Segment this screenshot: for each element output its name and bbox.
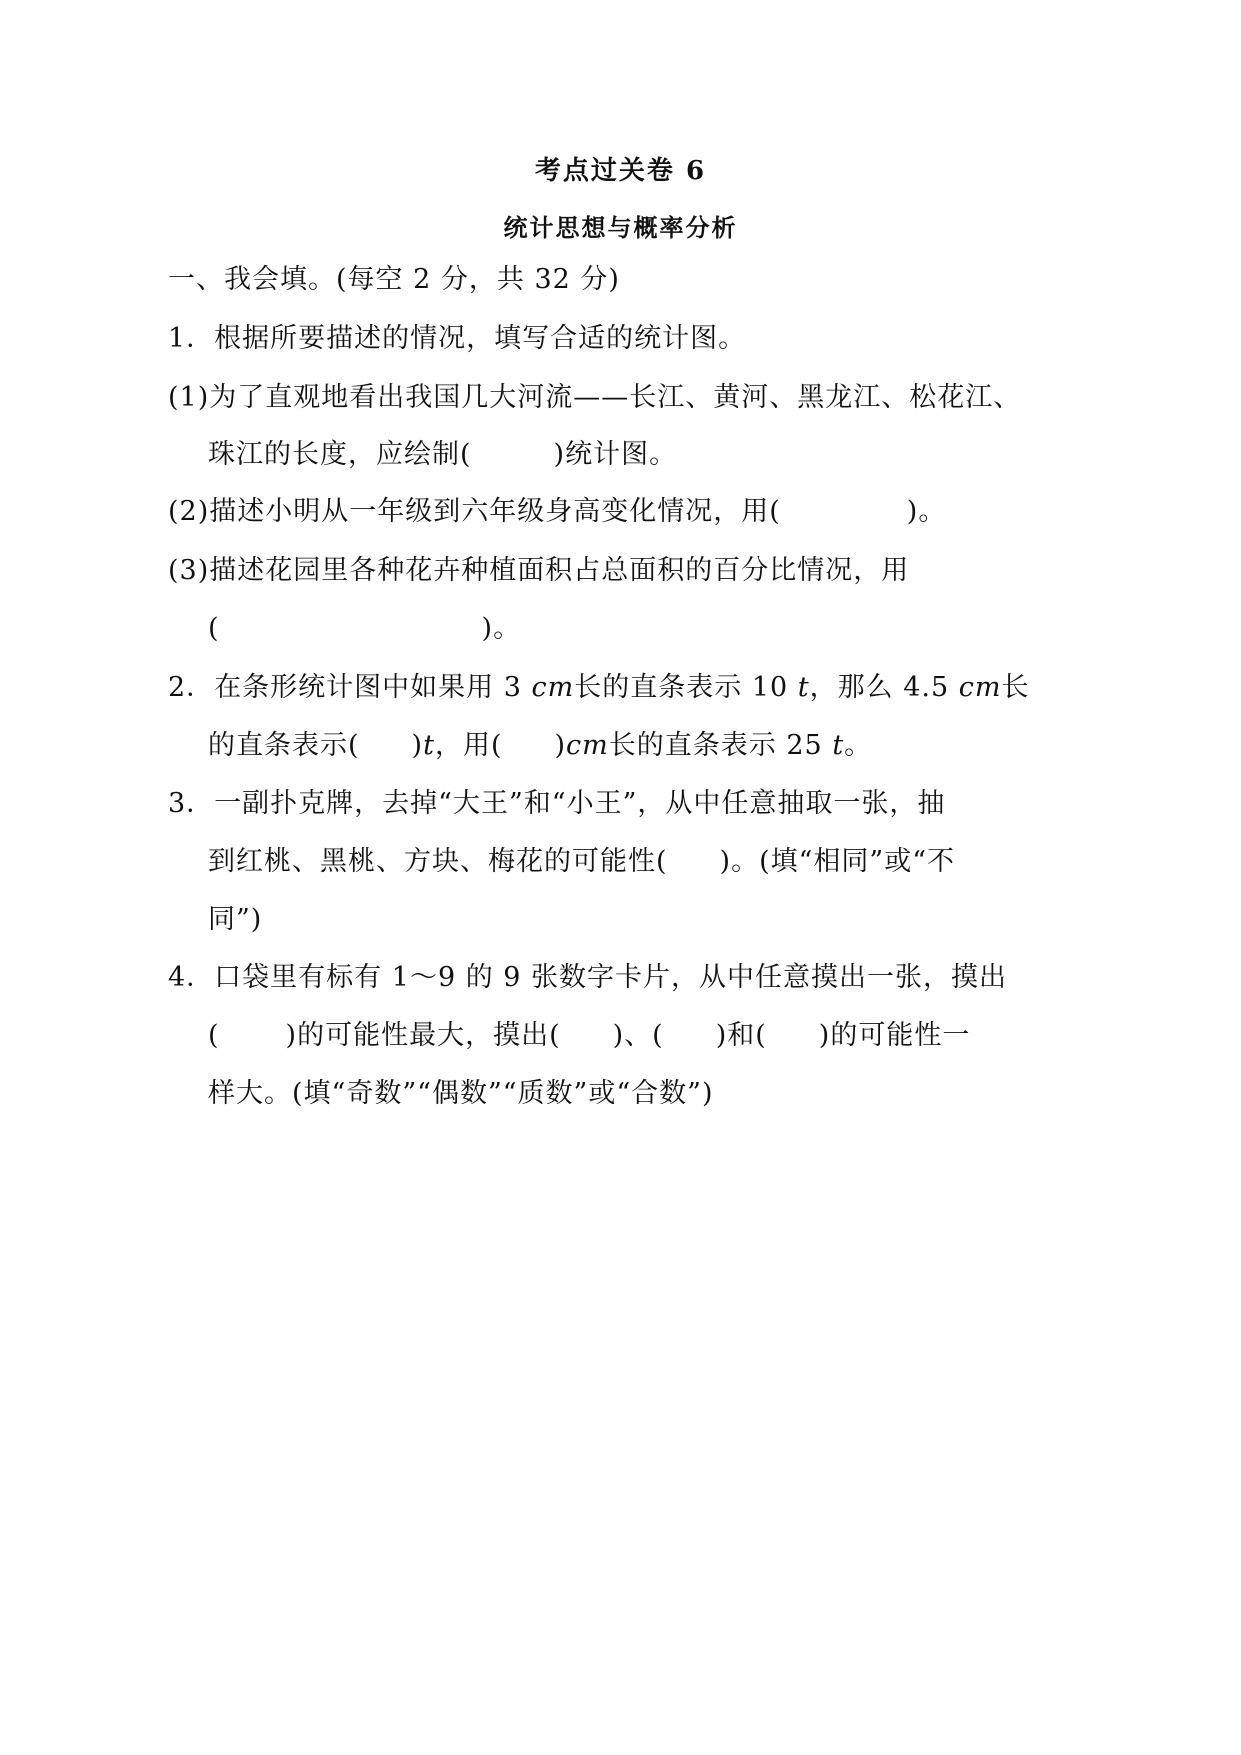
unit-t: t (832, 730, 845, 761)
question-3-line-3: 同”) (208, 904, 263, 935)
text-segment: )的可能性最大，摸出( (285, 1020, 561, 1051)
text-segment: 珠江的长度，应绘制( (208, 439, 472, 470)
text-segment: 长的直条表示 25 (608, 730, 833, 761)
question-1-part-1-line-1: (1)为了直观地看出我国几大河流——长江、黄河、黑龙江、松花江、 (168, 382, 1022, 413)
text-segment: )、( (612, 1020, 664, 1051)
question-3-line-1: 3．一副扑克牌，去掉“大王”和“小王”，从中任意抽取一张，抽 (168, 788, 946, 819)
unit-t: t (423, 730, 435, 761)
text-segment: 到红桃、黑桃、方块、梅花的可能性( (208, 846, 668, 877)
question-1-part-3-line-2 (208, 611, 521, 647)
text-segment: 长的直条表示 10 (574, 672, 798, 703)
text-segment: 的直条表示( (208, 730, 360, 761)
text-segment: )。(填“相同”或“不 (719, 846, 956, 877)
question-4-line-3: 样大。(填“奇数”“偶数”“质数”或“合数”) (208, 1078, 714, 1109)
question-1-part-1-line-2 (208, 437, 677, 473)
section-heading: 一、我会填。(每空 2 分，共 32 分) (168, 264, 620, 295)
text-segment: ) (554, 730, 567, 761)
text-segment: )统计图。 (553, 439, 678, 470)
question-1-stem: 1．根据所要描述的情况，填写合适的统计图。 (168, 323, 747, 354)
page-title: 考点过关卷 6 (534, 156, 707, 186)
question-3-line-2 (208, 844, 955, 880)
text-segment: ( (208, 613, 220, 644)
text-segment: ，用( (434, 730, 503, 761)
text-segment: ，那么 4.5 (809, 672, 959, 703)
unit-cm: cm (958, 672, 1002, 703)
text-segment: ) (411, 730, 424, 761)
text-segment: )。 (906, 496, 947, 527)
text-segment: 。 (844, 730, 873, 761)
question-1-part-3-line-1: (3)描述花园里各种花卉种植面积占总面积的百分比情况，用 (168, 555, 910, 586)
unit-cm: cm (531, 672, 575, 703)
question-1-part-2 (168, 494, 946, 530)
question-2-line-1 (168, 670, 1030, 706)
text-segment: )。 (481, 613, 522, 644)
text-segment: 长 (1001, 672, 1030, 703)
text-segment: (2)描述小明从一年级到六年级身高变化情况，用( (168, 496, 781, 527)
question-4-line-1: 4．口袋里有标有 1～9 的 9 张数字卡片，从中任意摸出一张，摸出 (168, 962, 1008, 993)
question-2-line-2 (208, 728, 872, 764)
unit-t: t (797, 672, 810, 703)
text-segment: )和( (715, 1020, 767, 1051)
text-segment: 2．在条形统计图中如果用 3 (168, 672, 532, 703)
unit-cm: cm (566, 730, 609, 761)
text-segment: )的可能性一 (818, 1020, 971, 1051)
text-segment: ( (208, 1020, 220, 1051)
page-subtitle: 统计思想与概率分析 (503, 213, 738, 242)
question-4-line-2 (208, 1018, 970, 1054)
